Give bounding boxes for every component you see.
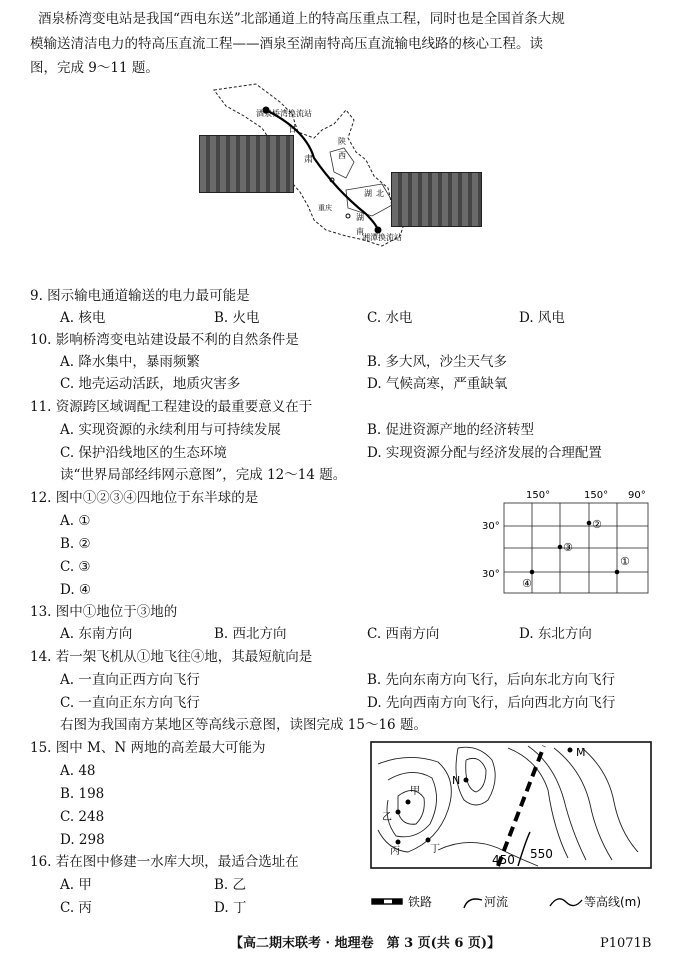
station-photo-left: [199, 135, 294, 193]
grid-point-2-dot: [587, 521, 592, 526]
point-bing-label: 丙: [390, 846, 400, 857]
shaanxi-char-1: 陕: [338, 137, 346, 146]
intro-line-3: 图，完成 9～11 题。: [30, 60, 159, 76]
q16-option-d: D. 丁: [214, 900, 247, 916]
q11-option-a: A. 实现资源的永续利用与可持续发展: [60, 422, 281, 438]
point-yi-label: 乙: [382, 812, 392, 823]
legend-contour-symbol: [550, 899, 582, 906]
q13-option-a: A. 东南方向: [60, 626, 133, 642]
point-jia-label: 甲: [410, 786, 420, 797]
legend-railway-label: 铁路: [408, 895, 433, 909]
point-ding-label: 丁: [430, 844, 440, 855]
point-m-label: M: [576, 746, 586, 759]
q9-stem: 9. 图示输电通道输送的电力最可能是: [30, 288, 250, 304]
hubei-char-2: 北: [376, 189, 384, 198]
contour-legend: [372, 894, 641, 909]
q13-option-c: C. 西南方向: [367, 626, 440, 642]
grid-top-label-2: 150°: [584, 490, 609, 501]
q12-option-d: D. ④: [60, 582, 92, 598]
q9-option-a: A. 核电: [60, 310, 106, 326]
q12-option-c: C. ③: [60, 559, 91, 575]
q16-stem: 16. 若在图中修建一水库大坝，最适合选址在: [30, 854, 299, 870]
q11-option-c: C. 保护沿线地区的生态环境: [60, 445, 227, 461]
q11-stem: 11. 资源跨区域调配工程建设的最重要意义在于: [30, 399, 313, 415]
grid-top-label-1: 150°: [526, 490, 551, 501]
q11-option-d: D. 实现资源分配与经济发展的合理配置: [367, 445, 602, 461]
grid-point-3-label: ③: [563, 541, 573, 554]
gansu-char-2: 肃: [304, 155, 314, 165]
q16-option-b: B. 乙: [214, 877, 247, 893]
footer-code: P1071B: [600, 936, 652, 951]
q16-option-a: A. 甲: [60, 877, 92, 893]
intro-line-1: 酒泉桥湾变电站是我国“西电东送”北部通道上的特高压重点工程，同时也是全国首条大规: [38, 11, 565, 27]
grid-point-3-dot: [558, 545, 563, 550]
point-yi-dot: [396, 810, 401, 815]
q14-option-a: A. 一直向正西方向飞行: [60, 672, 200, 688]
q14-option-b: B. 先向东南方向飞行，后向东北方向飞行: [367, 672, 616, 688]
point-m-dot: [568, 748, 573, 753]
contour-map-svg: [368, 740, 654, 916]
river-line: [518, 832, 530, 866]
contour-lines: [378, 746, 638, 866]
shaanxi-char-2: 西: [338, 151, 346, 160]
q13-option-d: D. 东北方向: [519, 626, 592, 642]
grid-point-1-label: ①: [620, 555, 630, 568]
contour-label-450: 450: [492, 853, 515, 867]
q12-option-b: B. ②: [60, 536, 91, 552]
intro-12-14: 读“世界局部经纬网示意图”，完成 12～14 题。: [60, 467, 347, 483]
contour-map-figure: [368, 740, 654, 916]
q9-option-d: D. 风电: [519, 310, 565, 326]
grid-left-label-1: 30°: [482, 521, 500, 532]
q15-stem: 15. 图中 M、N 两地的高差最大可能为: [30, 740, 266, 756]
q13-option-b: B. 西北方向: [214, 626, 287, 642]
q12-stem: 12. 图中①②③④四地位于东半球的是: [30, 490, 259, 506]
point-n-label: N: [452, 774, 461, 787]
q15-option-c: C. 248: [60, 809, 105, 825]
contour-label-550: 550: [530, 847, 553, 861]
point-jia-dot: [406, 800, 411, 805]
chongqing-label: 重庆: [318, 204, 332, 212]
q11-option-b: B. 促进资源产地的经济转型: [367, 422, 535, 438]
gansu-char-1: 甘: [288, 125, 298, 135]
contour-frame: [371, 742, 651, 868]
hunan-char-1: 湖: [356, 213, 364, 222]
q10-option-b: B. 多大风，沙尘天气多: [367, 354, 508, 370]
latlong-grid-figure: [472, 486, 652, 596]
q15-option-a: A. 48: [60, 763, 96, 779]
q14-option-d: D. 先向西南方向飞行，后向西北方向飞行: [367, 695, 616, 711]
q13-stem: 13. 图中①地位于③地的: [30, 604, 178, 620]
q14-option-c: C. 一直向正东方向飞行: [60, 695, 200, 711]
intro-line-2: 模输送清洁电力的特高压直流工程——酒泉至湖南特高压直流输电线路的核心工程。读: [30, 36, 543, 52]
q10-stem: 10. 影响桥湾变电站建设最不利的自然条件是: [30, 332, 299, 348]
grid-point-4-dot: [530, 570, 535, 575]
grid-point-1-dot: [615, 570, 620, 575]
q9-option-c: C. 水电: [367, 310, 413, 326]
station-photo-right: [391, 172, 482, 227]
footer-page-info: 【高二期末联考 · 地理卷 第 3 页(共 6 页)】: [230, 936, 501, 951]
q14-stem: 14. 若一架飞机从①地飞往④地，其最短航向是: [30, 649, 313, 665]
grid-left-label-2: 30°: [482, 569, 500, 580]
q10-option-a: A. 降水集中，暴雨频繁: [60, 354, 200, 370]
city-marker: [346, 214, 350, 218]
legend-contour-label: 等高线(m): [584, 895, 642, 909]
point-ding-dot: [426, 838, 431, 843]
q10-option-c: C. 地壳运动活跃，地质灾害多: [60, 376, 241, 392]
end-station-label: 湘潭换流站: [362, 233, 402, 242]
q10-option-d: D. 气候高寒，严重缺氧: [367, 376, 508, 392]
legend-river-label: 河流: [484, 895, 509, 909]
q16-option-c: C. 丙: [60, 900, 92, 916]
legend-river-symbol: [464, 899, 482, 908]
latlong-grid-svg: [472, 486, 652, 596]
q12-option-a: A. ①: [60, 513, 91, 529]
grid-point-2-label: ②: [592, 518, 602, 531]
intro-15-16: 右图为我国南方某地区等高线示意图，读图完成 15～16 题。: [60, 717, 427, 733]
q15-option-b: B. 198: [60, 786, 105, 802]
start-station-label: 酒泉桥湾换流站: [256, 109, 312, 118]
q9-option-b: B. 火电: [214, 310, 260, 326]
point-bing-dot: [396, 840, 401, 845]
hubei-char-1: 湖: [364, 189, 372, 198]
q15-option-d: D. 298: [60, 832, 105, 848]
hunan-char-2: 南: [356, 227, 364, 236]
grid-top-label-3: 90°: [628, 490, 646, 501]
grid-point-4-label: ④: [522, 577, 532, 590]
point-n-dot: [464, 778, 469, 783]
